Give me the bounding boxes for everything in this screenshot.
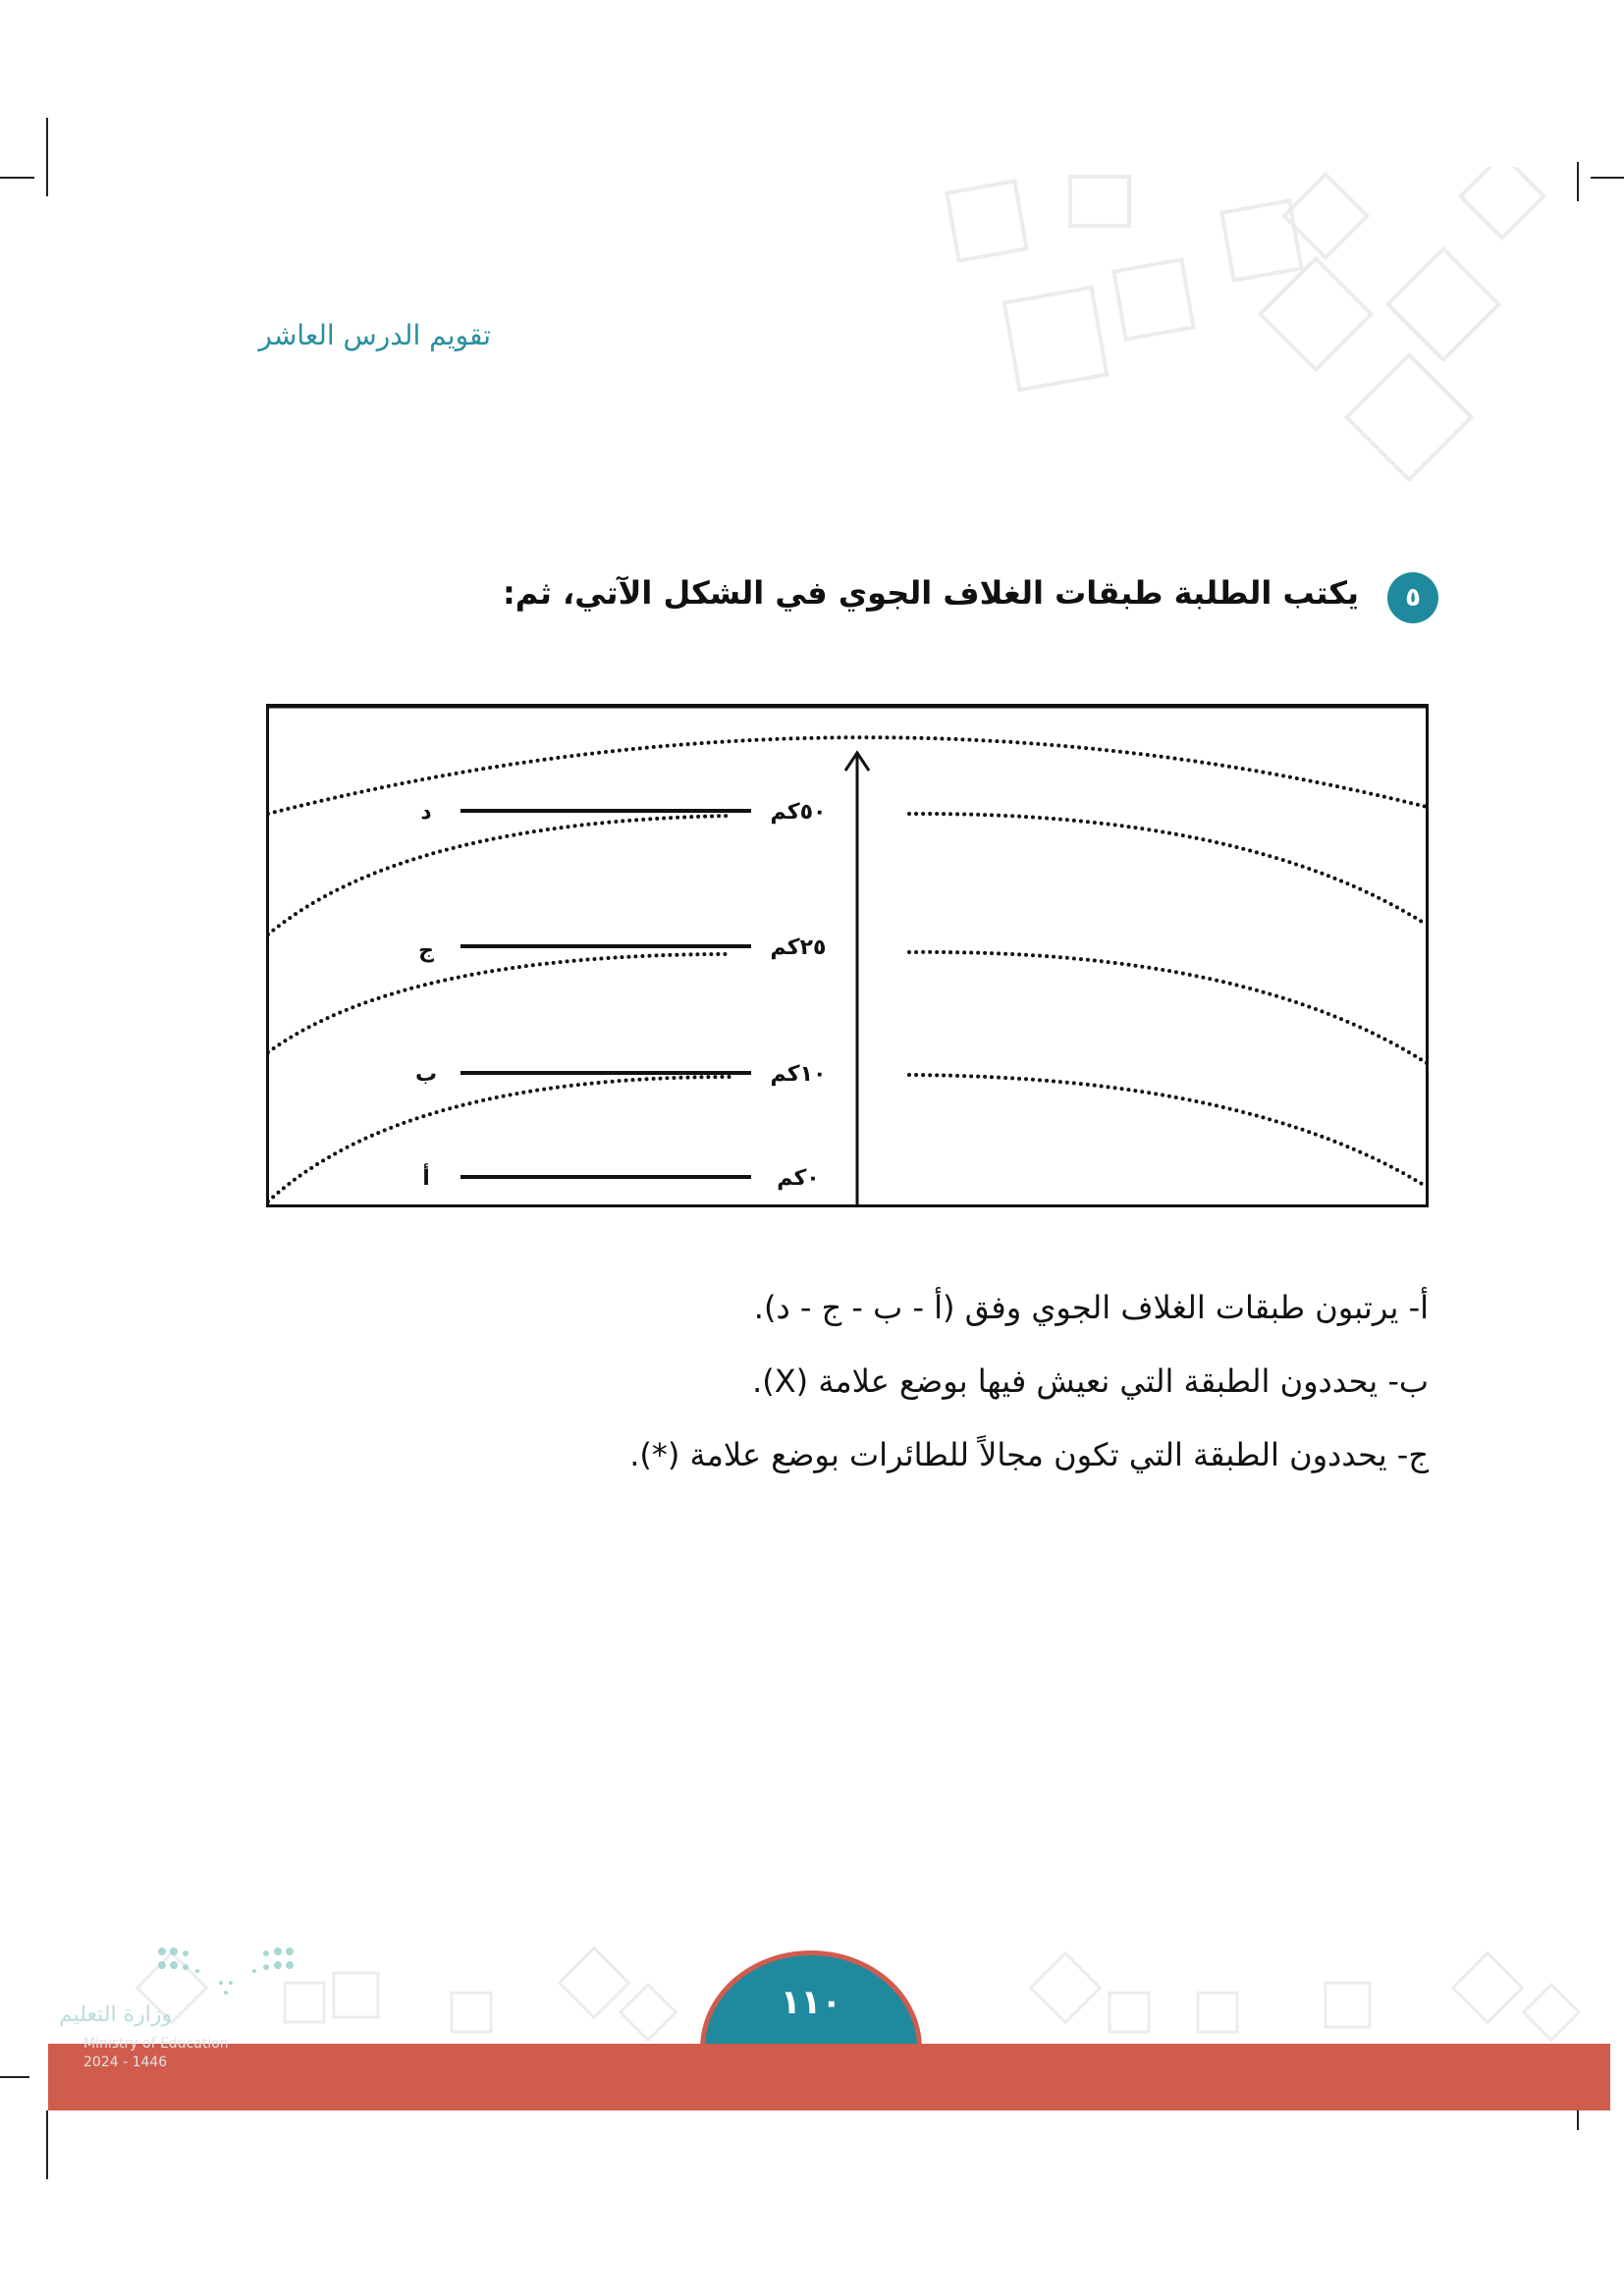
ministry-logo-english: Ministry of Education [83, 2036, 229, 2052]
level-letter: أ [422, 1166, 430, 1191]
crop-mark [1591, 177, 1624, 179]
layer-boundary-arc [268, 816, 731, 934]
layer-boundary-arc [909, 1075, 1427, 1187]
crop-mark [0, 2076, 29, 2078]
layer-boundary-arc [268, 737, 1427, 814]
diagram-frame [268, 707, 1428, 1206]
layer-boundary-arc [268, 1077, 731, 1201]
crop-mark [0, 177, 34, 179]
level-altitude: ٠كم [777, 1166, 820, 1191]
level-letter: ج [418, 938, 434, 963]
page-number: ١١٠ [780, 1983, 842, 2022]
question-title: يكتب الطلبة طبقات الغلاف الجوي في الشكل الآتي، ثم: [502, 574, 1359, 612]
level-letter: ب [414, 1062, 438, 1087]
crop-mark [46, 2110, 48, 2179]
atmosphere-layers-diagram [266, 704, 1429, 1207]
sub-question-c: ج- يحددون الطبقة التي تكون مجالاً للطائرات بوضع علامة (*). [629, 1436, 1429, 1473]
layer-boundary-arc [909, 814, 1427, 925]
footer-bar [48, 2044, 1610, 2110]
lesson-header-title: تقويم الدرس العاشر [258, 319, 491, 351]
level-letter: د [420, 800, 432, 825]
level-altitude: ١٠كم [770, 1062, 827, 1087]
decorative-pattern-top [923, 167, 1591, 481]
ministry-logo-year: 2024 - 1446 [83, 2055, 168, 2070]
layer-boundary-arc [268, 954, 731, 1052]
ministry-logo-icon [152, 1944, 299, 2002]
ministry-logo-text: وزارة التعليم [59, 2002, 173, 2027]
sub-question-b: ب- يحددون الطبقة التي نعيش فيها بوضع علامة (X). [752, 1362, 1429, 1400]
level-altitude: ٢٥كم [770, 935, 827, 960]
crop-mark [46, 118, 48, 196]
layer-boundary-arc [909, 952, 1427, 1063]
level-altitude: ٥٠كم [770, 800, 827, 825]
question-number-badge: ٥ [1387, 572, 1438, 623]
sub-question-a: أ- يرتبون طبقات الغلاف الجوي وفق (أ - ب - ج - د). [753, 1289, 1429, 1326]
